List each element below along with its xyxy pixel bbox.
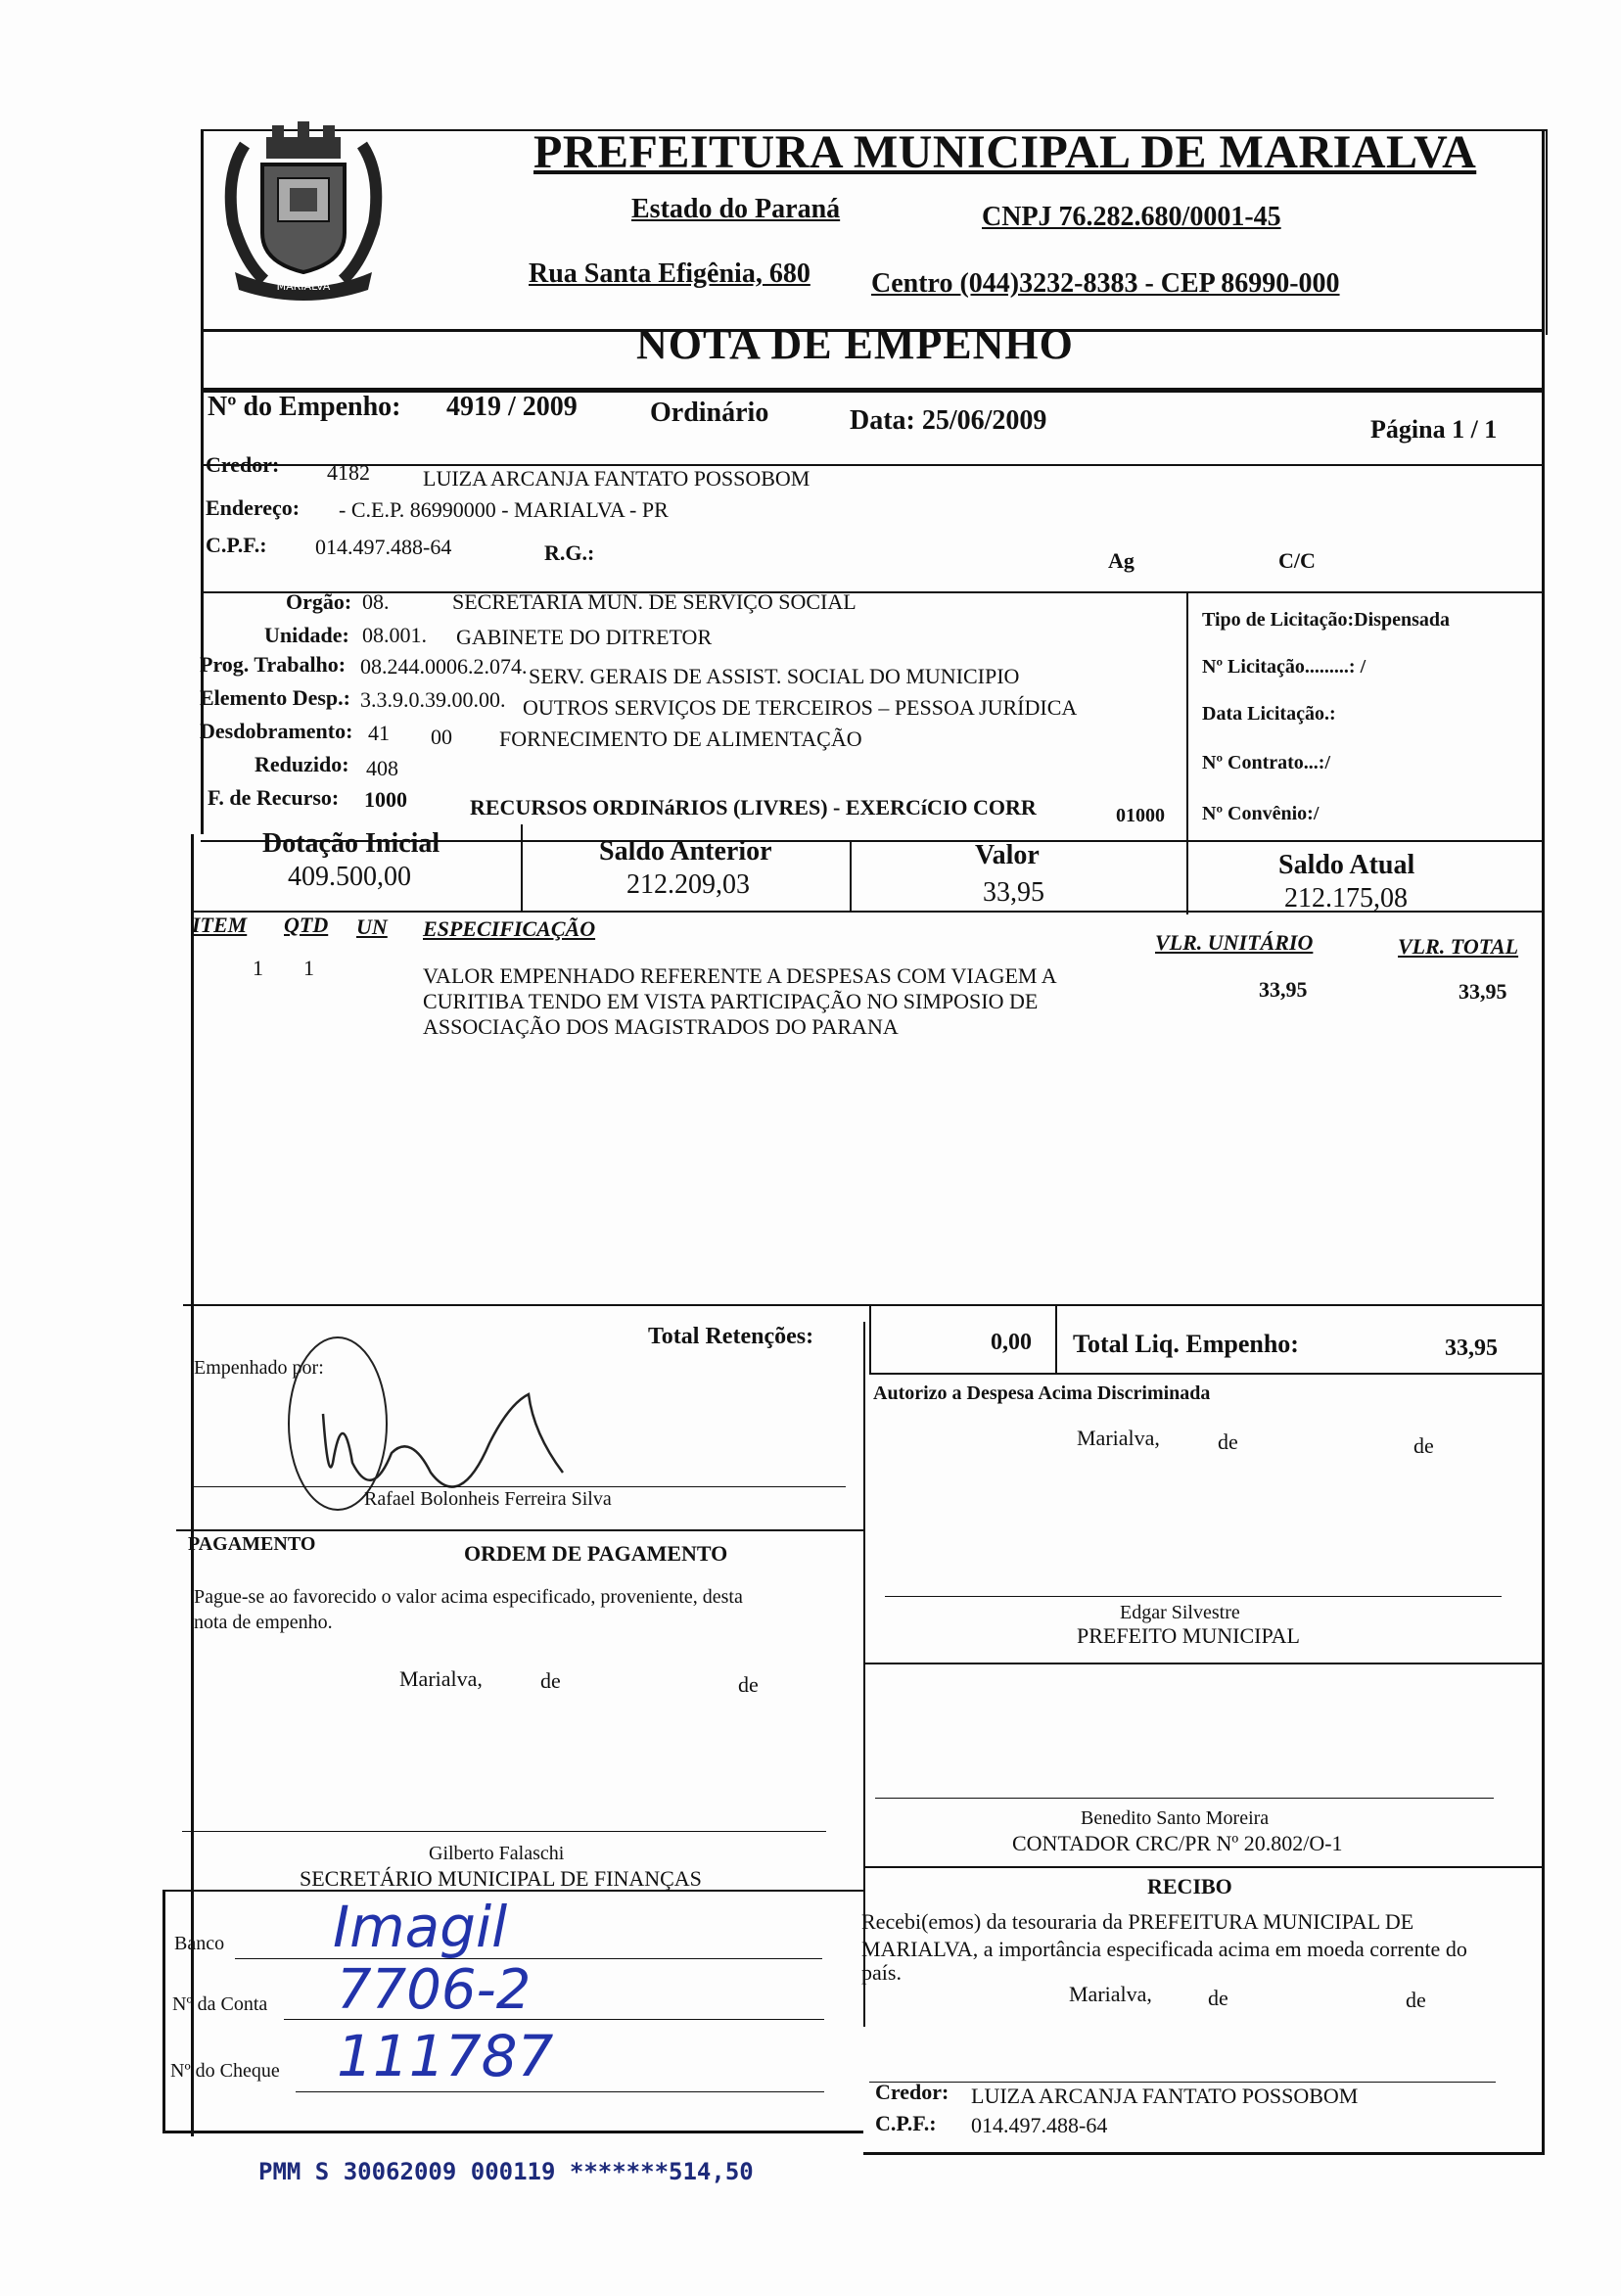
orgao-code: 08. xyxy=(362,589,390,614)
conta-label: Nº da Conta xyxy=(172,1993,268,2015)
saldo-atual-label: Saldo Atual xyxy=(1278,850,1415,880)
border-left xyxy=(162,1890,165,2132)
pagamento-de2: de xyxy=(738,1672,759,1697)
signature-line xyxy=(885,1596,1502,1597)
banco-label: Banco xyxy=(174,1933,225,1954)
desdobramento-b: 00 xyxy=(431,725,452,749)
saldo-anterior-value: 212.209,03 xyxy=(626,869,750,900)
conta-handwritten: 7706-2 xyxy=(337,1958,532,2022)
col-item: ITEM xyxy=(192,913,248,937)
pagamento-de1: de xyxy=(540,1668,561,1693)
orgao-label: Orgão: xyxy=(286,589,352,614)
prog-label: Prog. Trabalho: xyxy=(200,652,347,677)
credor-label: Credor: xyxy=(206,452,280,477)
desdobramento-name: FORNECIMENTO DE ALIMENTAÇÃO xyxy=(499,726,862,751)
recibo-line2: MARIALVA, a importância especificada acima em moeda corrente do xyxy=(861,1937,1467,1961)
coat-of-arms-seal xyxy=(206,116,401,304)
prefeito-name: Edgar Silvestre xyxy=(1120,1602,1240,1623)
item-description-line3: ASSOCIAÇÃO DOS MAGISTRADOS DO PARANA xyxy=(423,1014,899,1039)
signature-line xyxy=(192,1486,846,1487)
recibo-line1: Recebi(emos) da tesouraria da PREFEITURA MUNICIPAL DE xyxy=(861,1909,1414,1934)
banco-handwritten: Imagil xyxy=(333,1894,508,1960)
footer-credor-name: LUIZA ARCANJA FANTATO POSSOBOM xyxy=(971,2084,1359,2108)
numero-licitacao: Nº Licitação.........: / xyxy=(1202,656,1366,678)
endereco-value: - C.E.P. 86990000 - MARIALVA - PR xyxy=(339,497,669,522)
dotacao-value: 409.500,00 xyxy=(288,862,411,892)
empenho-type: Ordinário xyxy=(650,398,769,428)
page-number: Página 1 / 1 xyxy=(1370,415,1498,444)
prefeito-role: PREFEITO MUNICIPAL xyxy=(1077,1623,1300,1648)
reduzido-label: Reduzido: xyxy=(255,752,349,776)
footer-cpf-value: 014.497.488-64 xyxy=(971,2113,1108,2137)
col-vlr-total: VLR. TOTAL xyxy=(1398,934,1519,959)
cheque-line xyxy=(296,2091,824,2092)
empenho-date: Data: 25/06/2009 xyxy=(850,405,1047,436)
divider xyxy=(176,1529,863,1531)
divider xyxy=(201,464,1544,466)
divider xyxy=(850,840,852,911)
numero-contrato: Nº Contrato...:/ xyxy=(1202,752,1331,773)
recurso-name: RECURSOS ORDINáRIOS (LIVRES) - EXERCíCIO CORR xyxy=(470,795,1037,820)
orgao-name: SECRETARIA MUN. DE SERVIÇO SOCIAL xyxy=(452,589,857,614)
desdobramento-a: 41 xyxy=(368,721,390,745)
item-total-value: 33,95 xyxy=(1459,979,1507,1004)
autorizo-label: Autorizo a Despesa Acima Discriminada xyxy=(873,1382,1211,1404)
cc-label: C/C xyxy=(1278,548,1316,573)
state-name: Estado do Paraná xyxy=(631,194,841,224)
secretario-role: SECRETÁRIO MUNICIPAL DE FINANÇAS xyxy=(300,1866,702,1891)
border-left xyxy=(201,129,204,834)
divider xyxy=(183,1304,1544,1306)
machine-stamp: PMM S 30062009 000119 *******514,50 xyxy=(258,2158,754,2185)
document-title: NOTA DE EMPENHO xyxy=(636,320,1074,368)
cheque-label: Nº do Cheque xyxy=(170,2060,280,2082)
municipality-title: PREFEITURA MUNICIPAL DE MARIALVA xyxy=(533,126,1477,178)
retencoes-label: Total Retenções: xyxy=(648,1324,814,1349)
cnpj: CNPJ 76.282.680/0001-45 xyxy=(982,202,1281,232)
prog-name: SERV. GERAIS DE ASSIST. SOCIAL DO MUNICIPIO xyxy=(529,664,1020,688)
contador-name: Benedito Santo Moreira xyxy=(1081,1807,1270,1829)
signature-empenhado xyxy=(284,1326,617,1512)
credor-name: LUIZA ARCANJA FANTATO POSSOBOM xyxy=(423,466,810,491)
divider xyxy=(191,911,1544,913)
secretario-name: Gilberto Falaschi xyxy=(429,1843,565,1864)
empenhado-label: Empenhado por: xyxy=(194,1357,324,1379)
signature-line xyxy=(182,1831,826,1832)
col-qtd: QTD xyxy=(284,913,329,937)
data-licitacao: Data Licitação.: xyxy=(1202,703,1336,725)
unidade-name: GABINETE DO DITRETOR xyxy=(456,625,713,649)
col-especificacao: ESPECIFICAÇÃO xyxy=(423,916,596,941)
divider xyxy=(162,1890,863,1892)
seal-text: MARIALVA xyxy=(276,280,331,293)
retencoes-value: 0,00 xyxy=(991,1330,1032,1355)
rg-label: R.G.: xyxy=(544,540,595,565)
reduzido-value: 408 xyxy=(366,756,398,780)
desdobramento-label: Desdobramento: xyxy=(200,719,353,743)
address-street: Rua Santa Efigênia, 680 xyxy=(529,258,810,289)
item-description-line2: CURITIBA TENDO EM VISTA PARTICIPAÇÃO NO SIMPOSIO DE xyxy=(423,989,1039,1013)
divider xyxy=(521,824,523,911)
pagamento-label: PAGAMENTO xyxy=(188,1533,316,1555)
cpf-label: C.P.F.: xyxy=(206,533,267,557)
footer-credor-label: Credor: xyxy=(875,2080,949,2104)
ag-label: Ag xyxy=(1108,548,1135,573)
divider xyxy=(201,591,1544,593)
divider xyxy=(863,1866,1544,1868)
valor-value: 33,95 xyxy=(983,877,1044,908)
divider xyxy=(201,388,1544,393)
recibo-city: Marialva, xyxy=(1069,1982,1152,2006)
item-description-line1: VALOR EMPENHADO REFERENTE A DESPESAS COM VIAGEM A xyxy=(423,963,1057,988)
cpf-value: 014.497.488-64 xyxy=(315,535,452,559)
border-bottom xyxy=(863,2152,1545,2155)
saldo-anterior-label: Saldo Anterior xyxy=(599,836,772,867)
signature-line xyxy=(875,1798,1494,1799)
tipo-licitacao: Tipo de Licitação:Dispensada xyxy=(1202,609,1450,631)
numero-convenio: Nº Convênio:/ xyxy=(1202,803,1320,824)
divider xyxy=(863,1663,1544,1664)
liquido-label: Total Liq. Empenho: xyxy=(1073,1330,1299,1358)
divider xyxy=(1055,1304,1057,1375)
recibo-line3: país. xyxy=(861,1960,902,1985)
elemento-code: 3.3.9.0.39.00.00. xyxy=(360,687,506,712)
address-rest: Centro (044)3232-8383 - CEP 86990-000 xyxy=(871,268,1340,299)
recurso-label: F. de Recurso: xyxy=(208,785,340,810)
border-bottom xyxy=(162,2131,863,2133)
item-qtd: 1 xyxy=(303,956,314,980)
divider xyxy=(1186,591,1188,842)
recibo-de1: de xyxy=(1208,1986,1228,2010)
pagamento-text2: nota de empenho. xyxy=(194,1612,333,1633)
pagamento-text1: Pague-se ao favorecido o valor acima especificado, proveniente, desta xyxy=(194,1586,743,1608)
pagamento-city: Marialva, xyxy=(399,1666,483,1691)
credor-code: 4182 xyxy=(327,460,370,485)
endereco-label: Endereço: xyxy=(206,495,301,520)
empenho-number: 4919 / 2009 xyxy=(446,392,578,422)
col-un: UN xyxy=(356,914,388,939)
item-number: 1 xyxy=(253,956,263,980)
unidade-label: Unidade: xyxy=(264,623,349,647)
empenho-label: Nº do Empenho: xyxy=(208,392,401,422)
valor-label: Valor xyxy=(975,840,1040,870)
item-unit-value: 33,95 xyxy=(1259,977,1308,1002)
recurso-code: 1000 xyxy=(364,787,407,812)
footer-cpf-label: C.P.F.: xyxy=(875,2111,937,2135)
divider xyxy=(1186,840,1188,914)
recibo-de2: de xyxy=(1406,1988,1426,2012)
prog-code: 08.244.0006.2.074. xyxy=(360,654,528,679)
saldo-atual-value: 212.175,08 xyxy=(1284,883,1408,914)
recurso-code2: 01000 xyxy=(1116,805,1165,826)
contador-role: CONTADOR CRC/PR Nº 20.802/O-1 xyxy=(1012,1831,1343,1855)
autorizo-city: Marialva, xyxy=(1077,1426,1160,1450)
border-left xyxy=(191,834,194,2136)
autorizo-de2: de xyxy=(1413,1433,1434,1458)
divider xyxy=(869,1304,871,1375)
signature-line xyxy=(869,2082,1496,2083)
recibo-title: RECIBO xyxy=(1147,1874,1232,1898)
autorizo-de1: de xyxy=(1218,1429,1238,1454)
elemento-label: Elemento Desp.: xyxy=(200,685,350,710)
border-right xyxy=(1542,129,1545,2154)
empenhado-name: Rafael Bolonheis Ferreira Silva xyxy=(364,1488,612,1510)
ordem-pagamento: ORDEM DE PAGAMENTO xyxy=(464,1541,728,1566)
divider xyxy=(869,1373,1544,1375)
liquido-value: 33,95 xyxy=(1445,1335,1498,1361)
unidade-code: 08.001. xyxy=(362,623,427,647)
col-vlr-unitario: VLR. UNITÁRIO xyxy=(1155,930,1314,955)
cheque-handwritten: 111787 xyxy=(337,2023,554,2089)
elemento-name: OUTROS SERVIÇOS DE TERCEIROS – PESSOA JURÍDICA xyxy=(523,695,1078,720)
dotacao-label: Dotação Inicial xyxy=(262,828,440,859)
